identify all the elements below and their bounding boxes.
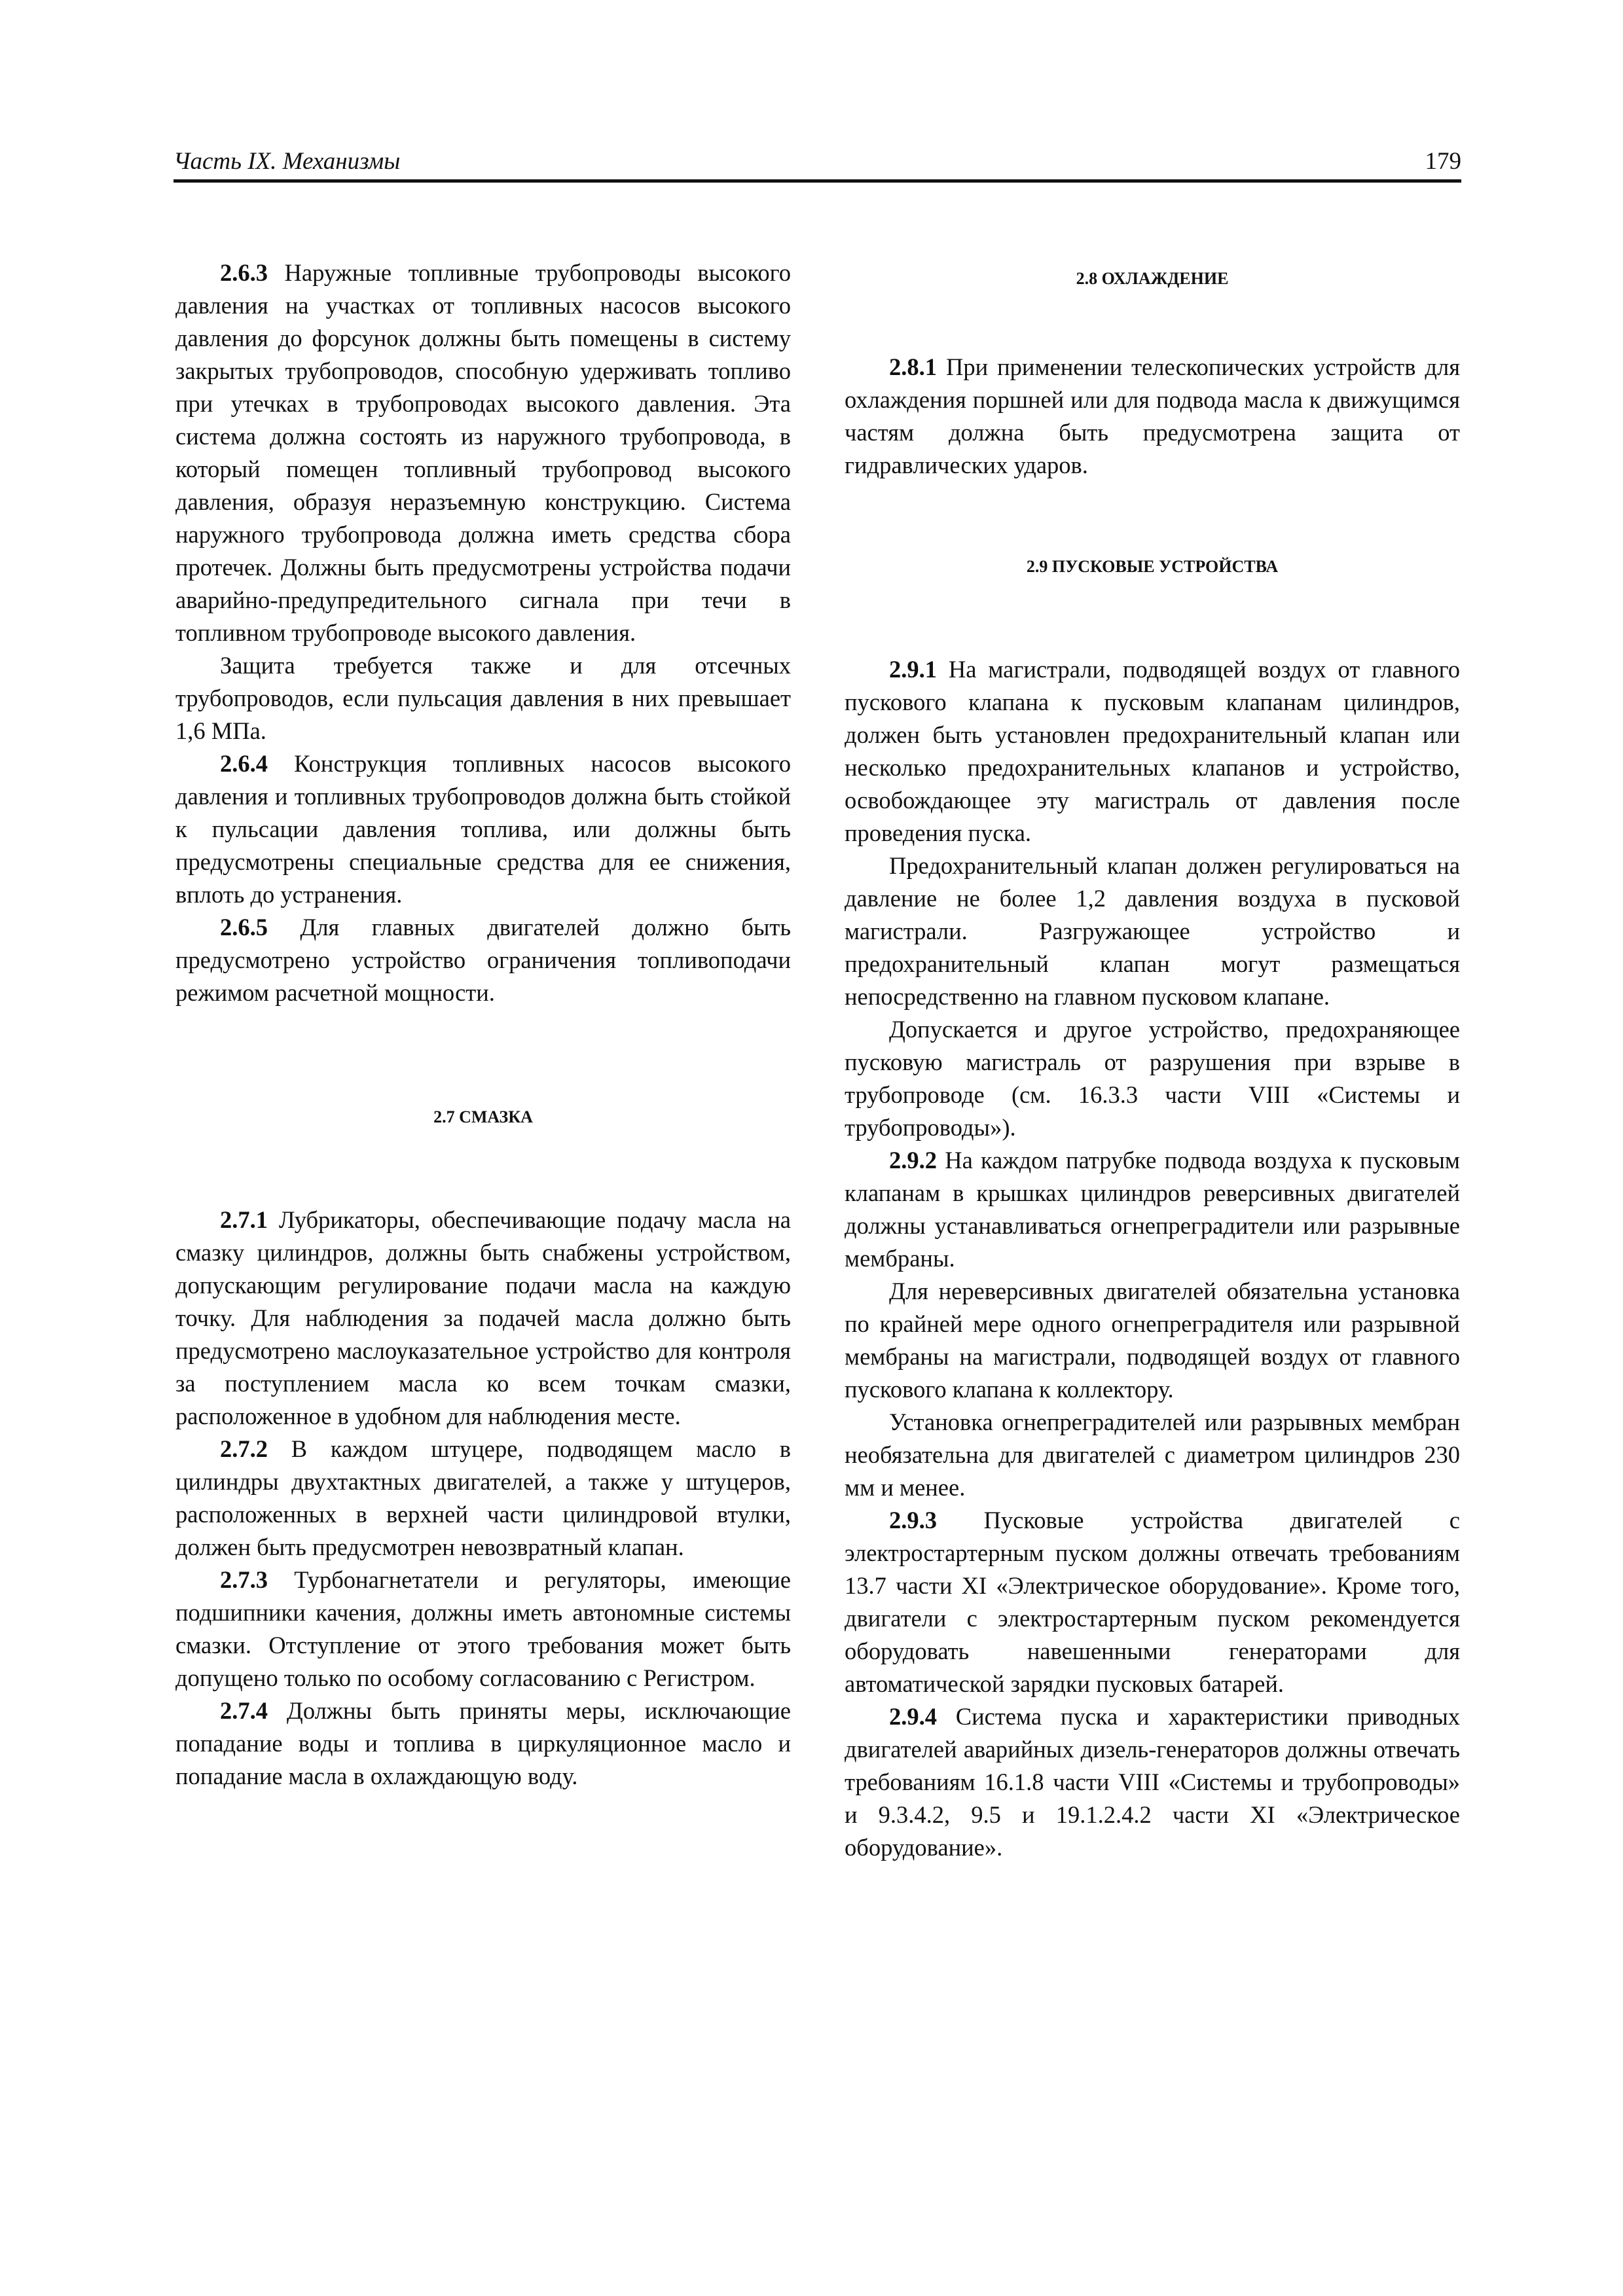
clause-number: 2.7.4 bbox=[220, 1697, 268, 1724]
left-column bbox=[175, 257, 791, 1793]
clause-number: 2.7.2 bbox=[220, 1435, 268, 1462]
clause-number: 2.9.1 bbox=[889, 656, 937, 683]
clause-number: 2.8.1 bbox=[889, 353, 937, 380]
clause-number: 2.7.1 bbox=[220, 1206, 268, 1233]
paragraph-2-9-1-cont-2: Допускается и другое устройство, предохраняющее пусковую магистраль от разрушения при взрыве в трубопроводе (см. 16.3.3 части VIII «Системы и трубопроводы»). bbox=[845, 1016, 1460, 1141]
section-heading-2-8: 2.8 ОХЛАЖДЕНИЕ bbox=[1076, 269, 1229, 288]
right-column bbox=[845, 257, 1460, 1864]
paragraph-2-9-1-cont-1: Предохранительный клапан должен регулироваться на давление не более 1,2 давления воздуха в пусковой магистрали. Разгружающее устройство и предохранительный клапан могут размещаться непосредственно на главном пусковом клапане. bbox=[845, 852, 1460, 1010]
clause-text: Турбонагнетатели и регуляторы, имеющие подшипники качения, должны иметь автономные системы смазки. Отступление от этого требования может быть допущено только по особому согласованию с Регистром. bbox=[175, 1566, 791, 1691]
clause-text: В каждом штуцере, подводящем масло в цилиндры двухтактных двигателей, а также у штуцеров, расположенных в верхней части цилиндровой втулки, должен быть предусмотрен невозвратный клапан. bbox=[175, 1435, 791, 1560]
clause-number: 2.9.4 bbox=[889, 1703, 937, 1730]
clause-text: Для главных двигателей должно быть предусмотрено устройство ограничения топливоподачи режимом расчетной мощности. bbox=[175, 914, 791, 1006]
clause-text: Наружные топливные трубопроводы высокого давления на участках от топливных насосов высокого давления до форсунок должны быть помещены в систему закрытых трубопроводов, способную удерживать топливо при утечках в трубопроводах высокого давления. Эта система должна состоять из наружного трубопровода, в который помещен топливный трубопровод высокого давления, образуя неразъемную конструкцию. Система наружного трубопровода должна иметь средства сбора протечек. Должны быть предусмотрены устройства подачи аварийно-предупредительного сигнала при течи в топливном трубопроводе высокого давления. bbox=[175, 259, 791, 646]
page-number: 179 bbox=[1425, 148, 1461, 175]
section-heading-2-7: 2.7 СМАЗКА bbox=[433, 1107, 533, 1126]
clause-number: 2.7.3 bbox=[220, 1566, 268, 1593]
paragraph-2-8-1 bbox=[845, 351, 1460, 482]
paragraph-2-7-1 bbox=[175, 1204, 791, 1433]
paragraph-2-6-4 bbox=[175, 747, 791, 911]
paragraph-2-7-3 bbox=[175, 1564, 791, 1695]
paragraph-2-9-2 bbox=[845, 1144, 1460, 1275]
section-heading-2-9: 2.9 ПУСКОВЫЕ УСТРОЙСТВА bbox=[1026, 557, 1279, 576]
paragraph-2-9-4 bbox=[845, 1700, 1460, 1864]
paragraph-2-9-3 bbox=[845, 1504, 1460, 1700]
clause-number: 2.6.3 bbox=[220, 259, 268, 286]
paragraph-2-6-5 bbox=[175, 911, 791, 1009]
paragraph-2-6-3-cont: Защита требуется также и для отсечных трубопроводов, если пульсация давления в них превышает 1,6 МПа. bbox=[175, 652, 791, 744]
clause-text: Пусковые устройства двигателей с электростартерным пуском должны отвечать требованиям 13.7 части XI «Электрическое оборудование». Кроме того, двигатели с электростартерным пуском рекомендуется оборудовать навешенными генераторами для автоматической зарядки пусковых батарей. bbox=[845, 1507, 1460, 1697]
clause-text: Конструкция топливных насосов высокого давления и топливных трубопроводов должна быть стойкой к пульсации давления топлива, или должны быть предусмотрены специальные средства для ее снижения, вплоть до устранения. bbox=[175, 750, 791, 908]
clause-text: Система пуска и характеристики приводных двигателей аварийных дизель-генераторов должны отвечать требованиям 16.1.8 части VIII «Системы и трубопроводы» и 9.3.4.2, 9.5 и 19.1.2.4.2 части XI «Электрическое оборудование». bbox=[845, 1703, 1460, 1861]
clause-text: На каждом патрубке подвода воздуха к пусковым клапанам в крышках цилиндров реверсивных двигателей должны устанавливаться огнепреградители или разрывные мембраны. bbox=[845, 1147, 1460, 1272]
paragraph-2-9-1 bbox=[845, 653, 1460, 850]
clause-text: На магистрали, подводящей воздух от главного пускового клапана к пусковым клапанам цилиндров, должен быть установлен предохранительный клапан или несколько предохранительных клапанов и устройство, освобождающее эту магистраль от давления после проведения пуска. bbox=[845, 656, 1460, 846]
clause-text: Должны быть приняты меры, исключающие попадание воды и топлива в циркуляционное масло и попадание масла в охлаждающую воду. bbox=[175, 1697, 791, 1789]
clause-text: Лубрикаторы, обеспечивающие подачу масла на смазку цилиндров, должны быть снабжены устройством, допускающим регулирование подачи масла на каждую точку. Для наблюдения за подачей масла должно быть предусмотрено маслоуказательное устройство для контроля за поступлением масла ко всем точкам смазки, расположенное в удобном для наблюдения месте. bbox=[175, 1206, 791, 1429]
paragraph-2-9-2-cont-2: Установка огнепреградителей или разрывных мембран необязательна для двигателей с диаметром цилиндров 230 мм и менее. bbox=[845, 1408, 1460, 1501]
paragraph-2-7-4 bbox=[175, 1695, 791, 1793]
part-title: Часть IX. Механизмы bbox=[173, 148, 401, 175]
paragraph-2-6-3 bbox=[175, 257, 791, 649]
clause-number: 2.9.3 bbox=[889, 1507, 937, 1534]
paragraph-2-9-2-cont-1: Для нереверсивных двигателей обязательна установка по крайней мере одного огнепреградителя или разрывной мембраны на магистрали, подводящей воздух от главного пускового клапана к коллектору. bbox=[845, 1278, 1460, 1403]
clause-number: 2.6.4 bbox=[220, 750, 268, 777]
clause-number: 2.9.2 bbox=[889, 1147, 937, 1174]
clause-number: 2.6.5 bbox=[220, 914, 268, 941]
running-header bbox=[173, 145, 1461, 183]
clause-text: При применении телескопических устройств для охлаждения поршней или для подвода масла к движущимся частям должна быть предусмотрена защита от гидравлических ударов. bbox=[845, 353, 1460, 478]
paragraph-2-7-2 bbox=[175, 1433, 791, 1564]
